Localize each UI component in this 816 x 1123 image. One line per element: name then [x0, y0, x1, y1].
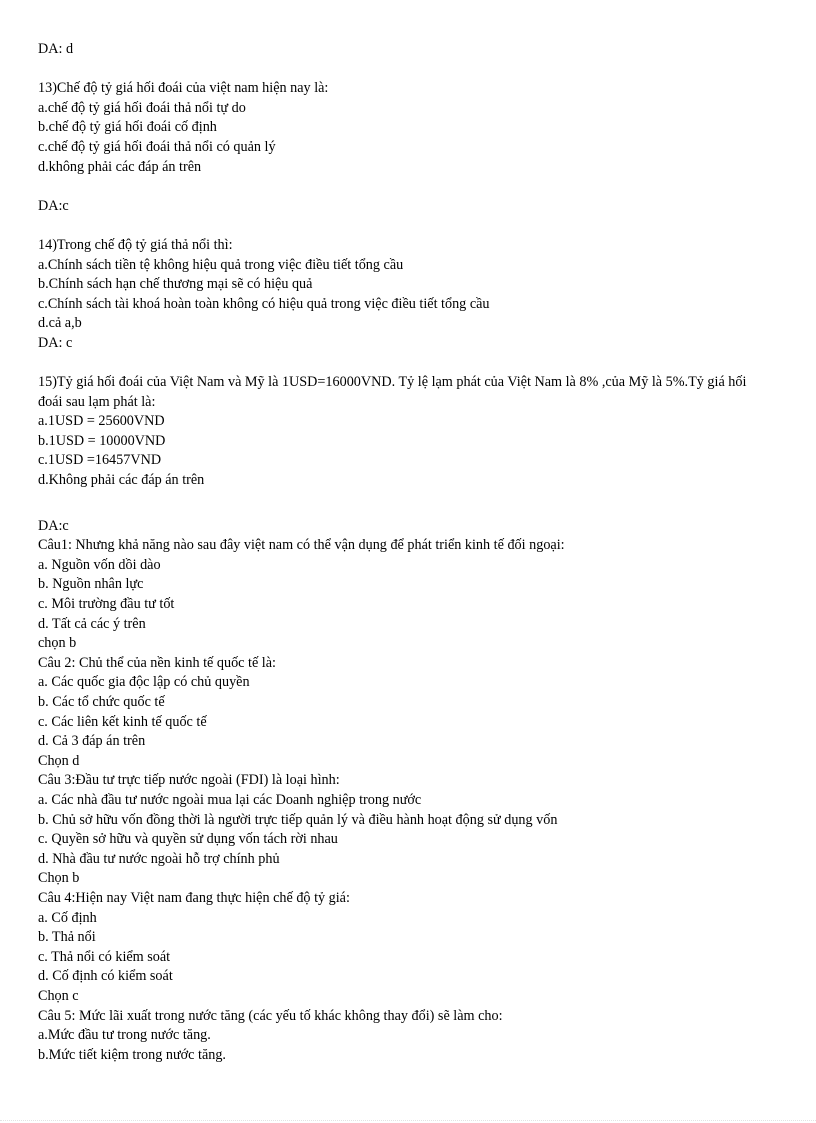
- text-line: chọn b: [38, 635, 77, 652]
- page-bottom-rule: [0, 1120, 816, 1121]
- text-line: a.Chính sách tiền tệ không hiệu quả trong việc điều tiết tổng cầu: [38, 256, 404, 273]
- text-line: d.không phải các đáp án trên: [38, 158, 202, 175]
- text-line: d. Tất cả các ý trên: [38, 615, 146, 632]
- blank-line: [38, 177, 796, 197]
- text-line: 14)Trong chế độ tỷ giá thả nổi thì:: [38, 236, 233, 253]
- text-line: c. Quyền sở hữu và quyền sử dụng vốn tách rời nhau: [38, 831, 338, 848]
- document-body: [38, 40, 796, 1065]
- text-line: a. Nguồn vốn dồi dào: [38, 556, 161, 573]
- text-line: DA: c: [38, 334, 73, 351]
- text-line: Câu 4:Hiện nay Việt nam đang thực hiện chế độ tỷ giá:: [38, 889, 350, 906]
- text-line: b.1USD = 10000VND: [38, 432, 166, 449]
- text-line: c. Các liên kết kinh tế quốc tế: [38, 713, 207, 730]
- text-line: b. Thả nổi: [38, 929, 96, 946]
- text-line: Câu 2: Chủ thể của nền kinh tế quốc tế là:: [38, 654, 276, 671]
- text-line: a. Các nhà đầu tư nước ngoài mua lại các Doanh nghiệp trong nước: [38, 791, 422, 808]
- blank-line: [38, 216, 796, 236]
- text-line: a.1USD = 25600VND: [38, 413, 165, 430]
- text-line: d.cả a,b: [38, 315, 82, 332]
- text-line: c.1USD =16457VND: [38, 452, 162, 469]
- text-line: DA:c: [38, 197, 69, 214]
- text-line: DA: d: [38, 41, 74, 57]
- text-line: Chọn c: [38, 987, 79, 1004]
- text-line: c. Môi trường đầu tư tốt: [38, 596, 175, 613]
- blank-line: [38, 491, 796, 517]
- text-line: a. Cố định: [38, 909, 97, 926]
- text-line: 13)Chế độ tỷ giá hối đoái của việt nam hiện nay là:: [38, 80, 329, 97]
- text-line: c.chế độ tỷ giá hối đoái thả nổi có quản lý: [38, 138, 276, 155]
- text-line: DA:c: [38, 517, 69, 534]
- text-line: b. Nguồn nhân lực: [38, 576, 144, 593]
- blank-line: [38, 354, 796, 374]
- text-line: d. Cả 3 đáp án trên: [38, 733, 146, 750]
- text-line: c.Chính sách tài khoá hoàn toàn không có hiệu quả trong việc điều tiết tổng cầu: [38, 295, 490, 312]
- text-line: c. Thả nổi có kiểm soát: [38, 948, 171, 965]
- text-line: a. Các quốc gia độc lập có chủ quyền: [38, 674, 250, 691]
- text-line: b.chế độ tỷ giá hối đoái cố định: [38, 119, 217, 136]
- text-line: b.Chính sách hạn chế thương mại sẽ có hiệu quả: [38, 276, 313, 293]
- text-line: 15)Tỷ giá hối đoái của Việt Nam và Mỹ là 1USD=16000VND. Tỷ lệ lạm phát của Việt Nam là 8% ,của Mỹ là 5%.Tỷ giá hối đoái sau lạm phát là:: [38, 374, 747, 410]
- text-line: b. Các tổ chức quốc tế: [38, 694, 165, 710]
- blank-line: [38, 60, 796, 80]
- text-line: d. Nhà đầu tư nước ngoài hỗ trợ chính phủ: [38, 850, 280, 867]
- text-line: Câu 3:Đầu tư trực tiếp nước ngoài (FDI) là loại hình:: [38, 772, 340, 789]
- text-line: Chọn d: [38, 752, 80, 769]
- text-line: Chọn b: [38, 870, 80, 887]
- text-line: d.Không phải các đáp án trên: [38, 472, 205, 489]
- text-line: b. Chủ sở hữu vốn đồng thời là người trực tiếp quản lý và điều hành hoạt động sử dụng vốn: [38, 811, 558, 828]
- text-line: Câu1: Nhưng khả năng nào sau đây việt nam có thể vận dụng để phát triển kinh tế đối ngoại:: [38, 537, 565, 554]
- text-line: a.chế độ tỷ giá hối đoái thả nổi tự do: [38, 99, 246, 116]
- text-line: d. Cố định có kiểm soát: [38, 968, 173, 985]
- text-line: Câu 5: Mức lãi xuất trong nước tăng (các yếu tố khác không thay đổi) sẽ làm cho:: [38, 1007, 503, 1024]
- text-line: a.Mức đầu tư trong nước tăng.: [38, 1027, 211, 1044]
- text-line: b.Mức tiết kiệm trong nước tăng.: [38, 1046, 226, 1063]
